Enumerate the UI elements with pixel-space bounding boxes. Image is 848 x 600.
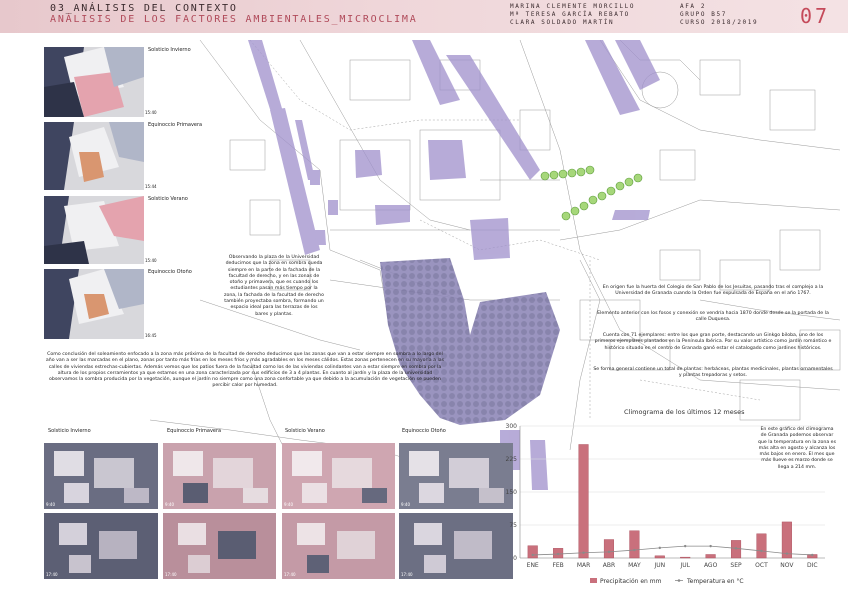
temperature-point <box>760 550 762 552</box>
bottom-time-7: 17:40 <box>284 572 296 577</box>
x-tick-label: DIC <box>806 562 818 569</box>
sheet-number: 07 <box>800 4 831 28</box>
climate-note: En este gráfico del climograma de Granada podemos observar que la temperatura en la zona es más alta en agosto y alcanza los más bajos en enero. El mes que más llueve es marzo donde se llega a 214 mm. <box>757 427 837 470</box>
y-tick-label: 150 <box>505 489 517 496</box>
temperature-point <box>735 547 737 549</box>
author-3: CLARA SOLDADO MARTÍN <box>510 19 615 26</box>
course-line-2: GRUPO B57 <box>680 11 727 18</box>
time-autumn: 16:45 <box>145 333 157 338</box>
temperature-point <box>684 545 686 547</box>
time-winter: 15:40 <box>145 110 157 115</box>
garden-history-text: En origen fue la huerta del Colegio de San Pablo de los Jesuitas, pasando tras el complejo a la Universidad de Granada cuando la Orden fue expulsada de España en el año 1767. <box>602 285 824 297</box>
temperature-point <box>659 547 661 549</box>
precip-bar <box>528 546 538 558</box>
author-list <box>510 3 635 27</box>
x-tick-label: SEP <box>730 562 742 569</box>
shadow-thumb-winter <box>44 47 144 117</box>
legend-marker-temp <box>678 579 681 582</box>
author-2: Mª TERESA GARCÍA REBATO <box>510 11 630 18</box>
legend-label-temp: Temperatura en °C <box>687 578 744 585</box>
aerial-spring-evening <box>163 513 276 579</box>
aerial-winter-evening <box>44 513 158 579</box>
precip-bar <box>757 534 767 558</box>
x-tick-label: JUN <box>654 562 666 569</box>
section-subtitle: ANÁLISIS DE LOS FACTORES AMBIENTALES_MICROCLIMA <box>50 14 418 25</box>
legend-swatch-precip <box>590 578 597 583</box>
bottom-time-2: 9:40 <box>165 502 174 507</box>
bottom-label-summer: Solsticio Verano <box>285 428 325 434</box>
precip-bar <box>579 444 589 558</box>
section-title: 03_ANÁLISIS DEL CONTEXTO <box>50 3 238 14</box>
bottom-time-4: 9:40 <box>401 502 410 507</box>
x-tick-label: OCT <box>755 562 768 569</box>
conclusions-text: Como conclusión del soleamiento enfocado a la zona más próxima de la facultad de derecho deducimos que las zonas que van a estar siempre en sombra a lo largo del año van a ser las marcadas en el plano, zonas por tanto más frías en los meses fríos y más agradables en los meses cálidos. Estas zonas pertenecen en su mayoría a las calles de viviendas estrechas-cubiertas. Además vemos que los patios fuera de la facultad como los de las viviendas colindantes van a estar siempre en sombra por la altura de los propios cerramientos ya que estamos en una zona caracterizada por sus edificios de 3 a 4 plantas. En cuanto al jardín y la plaza de la universidad observamos la sombra producida por la vegetación, aunque el jardín no siempre como una zona confortable ya que debido a la acumulación de vegetación se pueden percibir calor por humedad. <box>45 352 445 389</box>
label-summer: Solsticio Verano <box>148 196 188 202</box>
temperature-point <box>608 551 610 553</box>
label-winter: Solsticio Invierno <box>148 47 191 53</box>
x-tick-label: FEB <box>552 562 564 569</box>
x-tick-label: JUL <box>680 562 690 569</box>
x-tick-label: MAY <box>628 562 641 569</box>
shadow-thumb-summer <box>44 196 144 264</box>
temperature-point <box>582 552 584 554</box>
aerial-winter-morning <box>44 443 158 509</box>
observation-text: Observando la plaza de la Universidad deducimos que la zona en sombra queda siempre en la parte de la fachada de la facultad de derecho, y en las zonas de otoño y primavera, que es cuando los estudiantes pasan más tiempo por la zona, la fachada de la facultad de derecho también proyectaba sombra, formando un espacio ideal para las terrazas de los bares y plantas. <box>224 255 324 317</box>
shadow-thumb-autumn <box>44 269 144 339</box>
x-tick-label: NOV <box>780 562 794 569</box>
bottom-time-8: 17:40 <box>401 572 413 577</box>
x-tick-label: ABR <box>602 562 616 569</box>
bottom-time-5: 17:40 <box>46 572 58 577</box>
temperature-point <box>633 549 635 551</box>
course-line-3: CURSO 2018/2019 <box>680 19 759 26</box>
x-tick-label: MAR <box>576 562 591 569</box>
shadow-thumb-spring <box>44 122 144 190</box>
garden-species-text: Cuenta con 71 ejemplares: entre los que gran porte, destacando un Ginkgo biloba, uno de los primeros ejemplares plantados en la Península Ibérica. Por su valor artístico como jardín romántico e histórico situado en el centro de Granada ganó estar el catalogado como jardines históricos. <box>594 333 832 351</box>
temperature-point <box>786 552 788 554</box>
y-tick-label: 300 <box>505 423 517 430</box>
precip-bar <box>655 556 665 558</box>
aerial-summer-morning <box>282 443 395 509</box>
label-autumn: Equinoccio Otoño <box>148 269 192 275</box>
course-info <box>680 3 758 27</box>
bottom-label-autumn: Equinoccio Otoño <box>402 428 446 434</box>
precip-bar <box>604 540 614 558</box>
chart-title: Climograma de los últimos 12 meses <box>624 408 745 416</box>
bottom-time-1: 9:40 <box>46 502 55 507</box>
temperature-point <box>811 554 813 556</box>
garden-plants-text: Se forma general contiene un total de plantas: herbáceas, plantas medicinales, plantas ornamentales y plantas trepadoras y setos. <box>593 367 833 379</box>
aerial-summer-evening <box>282 513 395 579</box>
y-tick-label: 0 <box>513 555 517 562</box>
bottom-label-winter: Solsticio Invierno <box>48 428 91 434</box>
temperature-point <box>557 553 559 555</box>
course-line-1: AFA 2 <box>680 3 707 10</box>
precip-bar <box>706 554 716 558</box>
time-spring: 15:44 <box>145 184 157 189</box>
label-spring: Equinoccio Primavera <box>148 122 203 128</box>
bottom-label-spring: Equinoccio Primavera <box>167 428 222 434</box>
precip-bar <box>680 557 690 558</box>
bottom-time-3: 9:40 <box>284 502 293 507</box>
garden-vegetation <box>380 258 560 425</box>
author-1: MARINA CLEMENTE MORCILLO <box>510 3 636 10</box>
bottom-time-6: 17:40 <box>165 572 177 577</box>
temperature-point <box>709 545 711 547</box>
temperature-line <box>533 546 813 555</box>
temperature-point <box>532 554 534 556</box>
precip-bar <box>630 531 640 558</box>
aerial-spring-morning <box>163 443 276 509</box>
x-tick-label: ENE <box>526 562 539 569</box>
time-summer: 15:40 <box>145 258 157 263</box>
y-tick-label: 225 <box>505 456 517 463</box>
garden-entrance-text: Elemento anterior con los fosos y conexión se vendría hacia 1870 donde desde se la portada de la calle Duquesa. <box>597 311 829 323</box>
legend-label-precip: Precipitación en mm <box>600 578 662 585</box>
x-tick-label: AGO <box>703 562 718 569</box>
y-tick-label: 75 <box>509 522 517 529</box>
